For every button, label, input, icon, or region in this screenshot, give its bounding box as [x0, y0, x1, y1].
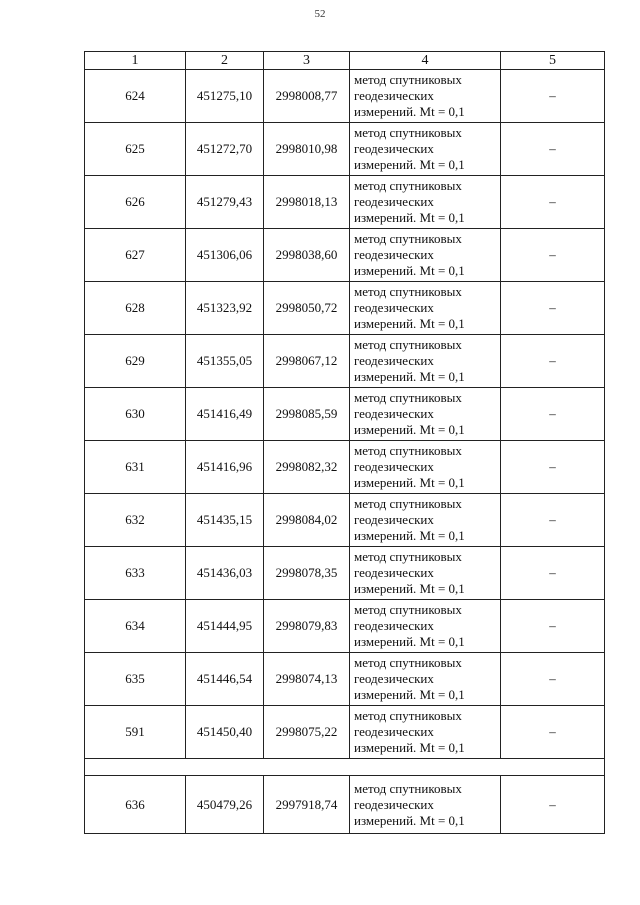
method-cell: метод спутниковых геодезических измерений. Mt = 0,1: [350, 335, 501, 388]
point-number-cell: 627: [85, 229, 186, 282]
point-number-cell: 631: [85, 441, 186, 494]
method-cell: метод спутниковых геодезических измерений. Mt = 0,1: [350, 653, 501, 706]
column-header: 3: [264, 52, 350, 70]
method-cell: метод спутниковых геодезических измерений. Mt = 0,1: [350, 388, 501, 441]
point-number-cell: 625: [85, 123, 186, 176]
y-coordinate-cell: 2998018,13: [264, 176, 350, 229]
point-number-cell: 632: [85, 494, 186, 547]
description-cell: –: [501, 600, 605, 653]
x-coordinate-cell: 451435,15: [186, 494, 264, 547]
x-coordinate-cell: 451279,43: [186, 176, 264, 229]
point-number-cell: 634: [85, 600, 186, 653]
method-cell: метод спутниковых геодезических измерений. Mt = 0,1: [350, 441, 501, 494]
coordinates-table: [84, 51, 605, 834]
method-cell: метод спутниковых геодезических измерений. Mt = 0,1: [350, 176, 501, 229]
x-coordinate-cell: 451416,96: [186, 441, 264, 494]
y-coordinate-cell: 2998010,98: [264, 123, 350, 176]
description-cell: –: [501, 388, 605, 441]
table-body: [85, 70, 605, 834]
y-coordinate-cell: 2998008,77: [264, 70, 350, 123]
point-number-cell: 624: [85, 70, 186, 123]
y-coordinate-cell: 2998074,13: [264, 653, 350, 706]
method-cell: метод спутниковых геодезических измерений. Mt = 0,1: [350, 123, 501, 176]
table-row: [85, 600, 605, 653]
method-cell: метод спутниковых геодезических измерений. Mt = 0,1: [350, 600, 501, 653]
table-row: [85, 388, 605, 441]
column-header: 1: [85, 52, 186, 70]
x-coordinate-cell: 451450,40: [186, 706, 264, 759]
description-cell: –: [501, 176, 605, 229]
table-row: [85, 70, 605, 123]
table-row: [85, 123, 605, 176]
x-coordinate-cell: 450479,26: [186, 776, 264, 834]
y-coordinate-cell: 2998075,22: [264, 706, 350, 759]
y-coordinate-cell: 2998082,32: [264, 441, 350, 494]
y-coordinate-cell: 2998038,60: [264, 229, 350, 282]
description-cell: –: [501, 335, 605, 388]
column-header: 5: [501, 52, 605, 70]
y-coordinate-cell: 2998079,83: [264, 600, 350, 653]
x-coordinate-cell: 451446,54: [186, 653, 264, 706]
column-header: 4: [350, 52, 501, 70]
point-number-cell: 630: [85, 388, 186, 441]
description-cell: –: [501, 494, 605, 547]
table-row: [85, 494, 605, 547]
method-cell: метод спутниковых геодезических измерений. Mt = 0,1: [350, 547, 501, 600]
method-cell: метод спутниковых геодезических измерений. Mt = 0,1: [350, 706, 501, 759]
table-row: [85, 282, 605, 335]
y-coordinate-cell: 2998067,12: [264, 335, 350, 388]
y-coordinate-cell: 2997918,74: [264, 776, 350, 834]
x-coordinate-cell: 451306,06: [186, 229, 264, 282]
table-row: [85, 706, 605, 759]
table-row: [85, 176, 605, 229]
x-coordinate-cell: 451436,03: [186, 547, 264, 600]
description-cell: –: [501, 282, 605, 335]
x-coordinate-cell: 451416,49: [186, 388, 264, 441]
method-cell: метод спутниковых геодезических измерений. Mt = 0,1: [350, 282, 501, 335]
table-row: [85, 335, 605, 388]
y-coordinate-cell: 2998085,59: [264, 388, 350, 441]
section-separator-row: [85, 759, 605, 776]
description-cell: –: [501, 776, 605, 834]
x-coordinate-cell: 451355,05: [186, 335, 264, 388]
y-coordinate-cell: 2998078,35: [264, 547, 350, 600]
description-cell: –: [501, 706, 605, 759]
description-cell: –: [501, 229, 605, 282]
description-cell: –: [501, 547, 605, 600]
point-number-cell: 635: [85, 653, 186, 706]
y-coordinate-cell: 2998050,72: [264, 282, 350, 335]
page-number: 52: [314, 8, 326, 20]
table-row: [85, 229, 605, 282]
method-cell: метод спутниковых геодезических измерений. Mt = 0,1: [350, 70, 501, 123]
point-number-cell: 628: [85, 282, 186, 335]
x-coordinate-cell: 451275,10: [186, 70, 264, 123]
table-row: [85, 653, 605, 706]
description-cell: –: [501, 123, 605, 176]
method-cell: метод спутниковых геодезических измерений. Mt = 0,1: [350, 494, 501, 547]
description-cell: –: [501, 653, 605, 706]
table-row: [85, 776, 605, 834]
x-coordinate-cell: 451323,92: [186, 282, 264, 335]
table-row: [85, 547, 605, 600]
description-cell: –: [501, 441, 605, 494]
column-header: 2: [186, 52, 264, 70]
method-cell: метод спутниковых геодезических измерений. Mt = 0,1: [350, 776, 501, 834]
method-cell: метод спутниковых геодезических измерений. Mt = 0,1: [350, 229, 501, 282]
x-coordinate-cell: 451444,95: [186, 600, 264, 653]
point-number-cell: 633: [85, 547, 186, 600]
separator-cell: [85, 759, 605, 776]
point-number-cell: 636: [85, 776, 186, 834]
y-coordinate-cell: 2998084,02: [264, 494, 350, 547]
description-cell: –: [501, 70, 605, 123]
table-row: [85, 441, 605, 494]
table-header-row: [85, 52, 605, 70]
x-coordinate-cell: 451272,70: [186, 123, 264, 176]
point-number-cell: 591: [85, 706, 186, 759]
point-number-cell: 629: [85, 335, 186, 388]
point-number-cell: 626: [85, 176, 186, 229]
